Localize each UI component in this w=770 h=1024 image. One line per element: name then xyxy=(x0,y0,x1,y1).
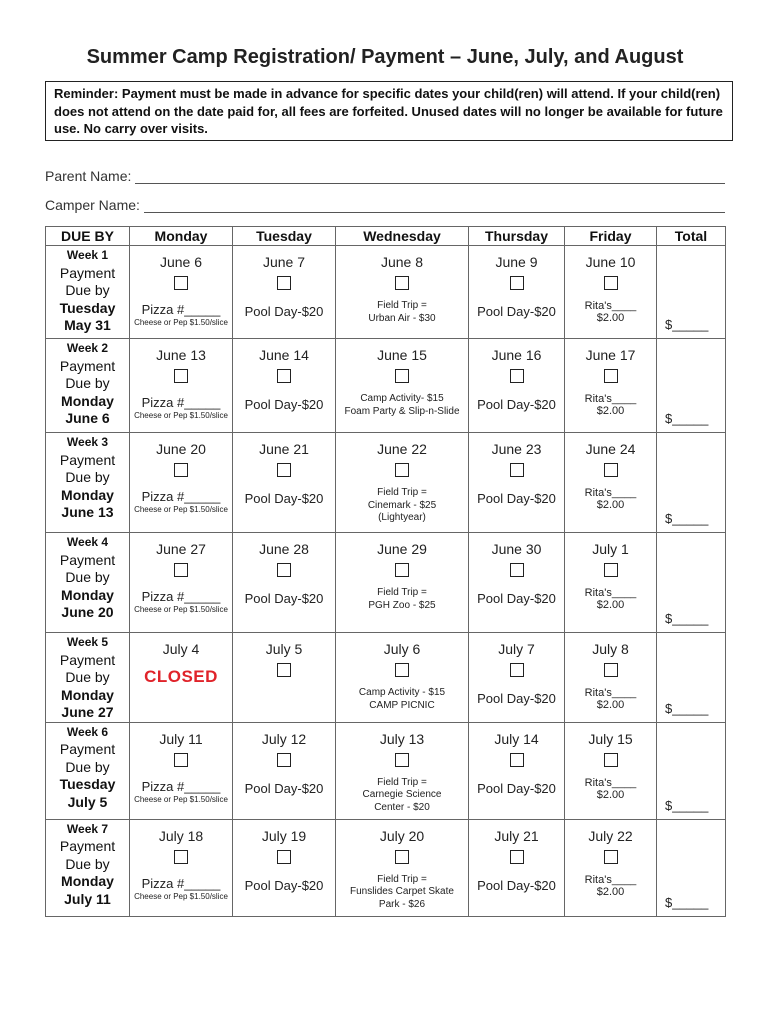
activity-note xyxy=(336,393,468,418)
total-amount[interactable]: $_____ xyxy=(665,317,709,332)
day-checkbox[interactable] xyxy=(395,753,409,767)
monday-cell xyxy=(130,819,233,916)
tuesday-cell xyxy=(233,246,336,339)
parent-name-label: Parent Name: xyxy=(45,168,132,184)
pizza-order[interactable]: Pizza #_____ xyxy=(141,875,221,891)
activity-note xyxy=(336,300,468,325)
day-date: July 11 xyxy=(159,730,203,747)
wednesday-cell xyxy=(336,533,469,633)
activity-line: Funslides Carpet Skate xyxy=(350,886,454,897)
due-by-cell xyxy=(46,633,130,723)
activity-label: Pool Day-$20 xyxy=(244,491,324,506)
wednesday-cell xyxy=(336,722,469,819)
week-row xyxy=(46,633,726,723)
thursday-cell xyxy=(469,339,565,433)
week-row xyxy=(46,433,726,533)
pizza-order[interactable]: Pizza #_____ xyxy=(141,778,221,794)
day-checkbox[interactable] xyxy=(174,753,188,767)
payment-label: Payment xyxy=(59,838,116,854)
activity-label: Pool Day-$20 xyxy=(244,591,324,606)
day-checkbox[interactable] xyxy=(510,563,524,577)
total-amount[interactable]: $_____ xyxy=(665,411,709,426)
activity-line: Foam Party & Slip-n-Slide xyxy=(344,405,460,417)
day-checkbox[interactable] xyxy=(277,276,291,290)
day-checkbox[interactable] xyxy=(174,850,188,864)
monday-cell xyxy=(130,433,233,533)
ritas-label: Rita's____ xyxy=(584,393,637,405)
thursday-cell xyxy=(469,533,565,633)
pizza-price: Cheese or Pep $1.50/slice xyxy=(134,891,228,901)
ritas-price: $2.00 xyxy=(596,699,625,711)
activity-line: Cinemark - $25 xyxy=(367,499,437,511)
pizza-price: Cheese or Pep $1.50/slice xyxy=(134,318,228,327)
day-date: June 29 xyxy=(377,541,427,557)
due-by-cell xyxy=(46,722,130,819)
total-cell[interactable] xyxy=(657,533,726,633)
activity-label: Pool Day-$20 xyxy=(244,304,324,319)
due-date: July 11 xyxy=(64,890,111,907)
due-by-label: Due by xyxy=(65,282,110,298)
day-date: July 12 xyxy=(261,730,307,747)
activity-line: CAMP PICNIC xyxy=(369,699,435,711)
monday-cell xyxy=(130,246,233,339)
activity-line: Camp Activity- $15 xyxy=(360,393,444,404)
day-checkbox[interactable] xyxy=(174,563,188,577)
activity-label: Pool Day-$20 xyxy=(477,304,556,319)
day-date: July 5 xyxy=(265,641,303,657)
total-amount[interactable]: $_____ xyxy=(665,894,709,910)
parent-name-line[interactable] xyxy=(135,171,725,184)
total-amount[interactable]: $_____ xyxy=(665,511,709,526)
week-label: Week 1 xyxy=(66,248,109,262)
activity-line: Field Trip = xyxy=(377,300,427,311)
total-cell[interactable] xyxy=(657,339,726,433)
activity-label: Pool Day-$20 xyxy=(477,491,556,506)
payment-label: Payment xyxy=(59,741,116,757)
activity-label: Pool Day-$20 xyxy=(477,591,556,606)
day-date: June 16 xyxy=(491,347,542,363)
tuesday-cell xyxy=(233,633,336,723)
day-date: July 22 xyxy=(588,827,633,844)
activity-line: Field Trip = xyxy=(377,487,427,498)
day-date: June 10 xyxy=(585,254,636,270)
pizza-order[interactable]: Pizza #_____ xyxy=(141,589,221,604)
due-day: Monday xyxy=(61,392,114,409)
due-day: Monday xyxy=(61,873,114,889)
week-label: Week 4 xyxy=(66,535,109,549)
activity-label: Pool Day-$20 xyxy=(244,877,324,893)
friday-cell xyxy=(565,819,657,916)
friday-cell xyxy=(565,533,657,633)
ritas-price: $2.00 xyxy=(596,885,625,898)
week-row xyxy=(46,246,726,339)
due-date: May 31 xyxy=(64,317,111,333)
day-date: July 21 xyxy=(494,827,539,844)
activity-label: Pool Day-$20 xyxy=(477,691,556,706)
header-total: Total xyxy=(657,227,726,246)
due-day: Monday xyxy=(61,586,114,603)
ritas-price: $2.00 xyxy=(596,599,625,611)
tuesday-cell xyxy=(233,722,336,819)
day-date: July 4 xyxy=(162,641,200,657)
ritas-price: $2.00 xyxy=(596,312,625,324)
due-day: Monday xyxy=(61,686,114,703)
activity-line: Carnegie Science xyxy=(362,789,442,800)
pizza-price: Cheese or Pep $1.50/slice xyxy=(134,794,228,804)
day-checkbox[interactable] xyxy=(604,753,618,767)
day-checkbox[interactable] xyxy=(395,663,409,677)
total-amount[interactable]: $_____ xyxy=(665,611,709,626)
week-label: Week 2 xyxy=(66,341,109,355)
week-label: Week 3 xyxy=(66,435,109,449)
day-checkbox[interactable] xyxy=(510,753,524,767)
day-date: July 18 xyxy=(158,827,204,844)
day-checkbox[interactable] xyxy=(277,753,291,767)
ritas-order[interactable] xyxy=(565,393,656,417)
week-label: Week 6 xyxy=(66,724,109,739)
header-thursday: Thursday xyxy=(469,227,565,246)
day-date: June 27 xyxy=(156,541,206,557)
tuesday-cell xyxy=(233,533,336,633)
day-date: June 8 xyxy=(380,254,424,270)
total-cell[interactable] xyxy=(657,633,726,723)
ritas-label: Rita's____ xyxy=(584,873,637,886)
activity-note xyxy=(336,777,468,815)
day-date: June 28 xyxy=(259,541,309,557)
payment-label: Payment xyxy=(59,551,116,568)
ritas-order[interactable] xyxy=(565,487,656,511)
camper-name-label: Camper Name: xyxy=(45,197,140,213)
total-amount[interactable]: $_____ xyxy=(665,700,709,716)
due-by-label: Due by xyxy=(65,855,110,872)
day-checkbox[interactable] xyxy=(277,463,291,477)
day-date: July 7 xyxy=(498,641,535,657)
due-by-cell xyxy=(46,819,130,916)
header-row xyxy=(46,227,726,246)
activity-line: Center - $20 xyxy=(374,801,430,813)
activity-line: Urban Air - $30 xyxy=(368,312,436,324)
pizza-price: Cheese or Pep $1.50/slice xyxy=(134,411,228,420)
day-date: July 20 xyxy=(379,827,425,844)
day-checkbox[interactable] xyxy=(604,369,618,383)
thursday-cell xyxy=(469,722,565,819)
header-monday: Monday xyxy=(130,227,233,246)
day-date: June 13 xyxy=(156,347,206,363)
due-by-label: Due by xyxy=(65,469,110,485)
wednesday-cell xyxy=(336,246,469,339)
due-by-label: Due by xyxy=(65,375,110,391)
monday-cell xyxy=(130,633,233,723)
activity-line: Field Trip = xyxy=(377,587,427,598)
due-date: June 27 xyxy=(61,704,114,720)
day-date: July 19 xyxy=(261,827,307,844)
monday-cell xyxy=(130,722,233,819)
ritas-label: Rita's____ xyxy=(584,587,637,599)
day-checkbox[interactable] xyxy=(510,369,524,383)
due-day: Tuesday xyxy=(59,776,116,792)
tuesday-cell xyxy=(233,339,336,433)
day-checkbox[interactable] xyxy=(277,850,291,864)
tuesday-cell xyxy=(233,433,336,533)
total-amount[interactable]: $_____ xyxy=(665,797,709,813)
wednesday-cell xyxy=(336,433,469,533)
activity-note xyxy=(336,587,468,612)
day-date: June 22 xyxy=(377,441,427,457)
friday-cell xyxy=(565,246,657,339)
due-by-cell xyxy=(46,433,130,533)
week-row xyxy=(46,339,726,433)
due-date: June 13 xyxy=(61,504,114,520)
payment-label: Payment xyxy=(59,264,116,281)
header-wednesday: Wednesday xyxy=(336,227,469,246)
ritas-label: Rita's____ xyxy=(584,687,637,699)
activity-note xyxy=(336,687,468,712)
day-checkbox[interactable] xyxy=(510,463,524,477)
tuesday-cell xyxy=(233,819,336,916)
activity-line: PGH Zoo - $25 xyxy=(368,599,436,611)
total-cell[interactable] xyxy=(657,819,726,916)
activity-note xyxy=(336,874,468,912)
pizza-price: Cheese or Pep $1.50/slice xyxy=(134,605,228,614)
total-cell[interactable] xyxy=(657,433,726,533)
day-date: June 24 xyxy=(585,441,636,457)
week-label: Week 5 xyxy=(66,635,109,649)
total-cell[interactable] xyxy=(657,246,726,339)
day-checkbox[interactable] xyxy=(174,463,188,477)
day-date: June 21 xyxy=(259,441,309,457)
day-checkbox[interactable] xyxy=(395,850,409,864)
monday-cell xyxy=(130,533,233,633)
due-day: Monday xyxy=(61,486,114,503)
wednesday-cell xyxy=(336,633,469,723)
thursday-cell xyxy=(469,633,565,723)
week-label: Week 7 xyxy=(66,821,109,836)
parent-name-field[interactable] xyxy=(45,168,725,184)
day-date: June 15 xyxy=(377,347,427,363)
closed-label: CLOSED xyxy=(144,667,218,686)
week-row xyxy=(46,722,726,819)
due-day: Tuesday xyxy=(59,299,116,316)
friday-cell xyxy=(565,633,657,723)
day-checkbox[interactable] xyxy=(604,563,618,577)
day-date: June 6 xyxy=(159,254,203,270)
due-by-label: Due by xyxy=(65,569,110,585)
due-date: June 6 xyxy=(65,410,110,426)
schedule-table xyxy=(45,226,726,917)
payment-label: Payment xyxy=(59,451,116,468)
day-checkbox[interactable] xyxy=(277,663,291,677)
day-date: June 23 xyxy=(491,441,542,457)
day-checkbox[interactable] xyxy=(510,850,524,864)
friday-cell xyxy=(565,722,657,819)
day-checkbox[interactable] xyxy=(604,663,618,677)
day-date: July 8 xyxy=(592,641,629,657)
day-date: June 17 xyxy=(585,347,636,363)
activity-label: Pool Day-$20 xyxy=(244,397,324,412)
day-date: July 1 xyxy=(592,541,629,557)
header-friday: Friday xyxy=(565,227,657,246)
due-by-cell xyxy=(46,339,130,433)
day-checkbox[interactable] xyxy=(510,276,524,290)
activity-label: Pool Day-$20 xyxy=(477,780,556,796)
day-checkbox[interactable] xyxy=(395,563,409,577)
monday-cell xyxy=(130,339,233,433)
thursday-cell xyxy=(469,433,565,533)
day-date: June 9 xyxy=(495,254,538,270)
total-cell[interactable] xyxy=(657,722,726,819)
day-checkbox[interactable] xyxy=(510,663,524,677)
ritas-order[interactable] xyxy=(565,587,656,611)
due-date: June 20 xyxy=(61,604,114,620)
day-checkbox[interactable] xyxy=(174,369,188,383)
activity-label: Pool Day-$20 xyxy=(477,397,556,412)
day-checkbox[interactable] xyxy=(604,850,618,864)
due-by-label: Due by xyxy=(65,669,110,685)
reminder-box: Reminder: Payment must be made in advance for specific dates your child(ren) will attend. If your child(ren) does not attend on the date paid for, all fees are forfeited. Unused dates will no longer be available for future use. No carry over visits. xyxy=(45,81,733,141)
activity-line: Camp Activity - $15 xyxy=(358,687,446,698)
day-date: July 13 xyxy=(379,730,425,747)
payment-label: Payment xyxy=(59,357,116,374)
week-row xyxy=(46,819,726,916)
activity-line: Field Trip = xyxy=(377,776,427,788)
due-by-cell xyxy=(46,246,130,339)
ritas-order[interactable] xyxy=(565,687,656,711)
day-checkbox[interactable] xyxy=(277,369,291,383)
day-checkbox[interactable] xyxy=(604,463,618,477)
camper-name-field[interactable] xyxy=(45,197,725,213)
due-by-label: Due by xyxy=(65,758,110,775)
day-checkbox[interactable] xyxy=(395,369,409,383)
ritas-price: $2.00 xyxy=(596,788,625,801)
activity-line: (Lightyear) xyxy=(378,512,426,523)
ritas-order[interactable] xyxy=(565,874,656,898)
due-date: July 5 xyxy=(67,793,108,810)
camper-name-line[interactable] xyxy=(144,200,725,213)
header-due-by: DUE BY xyxy=(46,227,130,246)
day-date: June 30 xyxy=(491,541,542,557)
day-date: July 14 xyxy=(494,730,539,747)
ritas-price: $2.00 xyxy=(596,499,625,511)
day-checkbox[interactable] xyxy=(395,463,409,477)
day-checkbox[interactable] xyxy=(277,563,291,577)
due-by-cell xyxy=(46,533,130,633)
activity-label: Pool Day-$20 xyxy=(477,877,556,893)
ritas-order[interactable] xyxy=(565,777,656,801)
activity-line: Park - $26 xyxy=(378,898,426,910)
activity-label: Pool Day-$20 xyxy=(244,780,324,796)
friday-cell xyxy=(565,339,657,433)
day-checkbox[interactable] xyxy=(604,276,618,290)
ritas-order[interactable] xyxy=(565,300,656,324)
pizza-order[interactable]: Pizza #_____ xyxy=(141,302,221,317)
ritas-price: $2.00 xyxy=(596,405,625,417)
activity-line: Field Trip = xyxy=(377,873,427,885)
wednesday-cell xyxy=(336,339,469,433)
day-date: July 6 xyxy=(383,641,421,657)
pizza-order[interactable]: Pizza #_____ xyxy=(141,395,221,410)
ritas-label: Rita's____ xyxy=(584,300,637,312)
page-title: Summer Camp Registration/ Payment – June, July, and August xyxy=(86,46,684,68)
day-date: June 7 xyxy=(262,254,306,270)
day-date: June 14 xyxy=(259,347,309,363)
activity-note xyxy=(336,487,468,525)
header-tuesday: Tuesday xyxy=(233,227,336,246)
day-checkbox[interactable] xyxy=(174,276,188,290)
ritas-label: Rita's____ xyxy=(584,776,637,789)
week-row xyxy=(46,533,726,633)
payment-label: Payment xyxy=(59,651,116,668)
thursday-cell xyxy=(469,246,565,339)
pizza-price: Cheese or Pep $1.50/slice xyxy=(134,505,228,514)
ritas-label: Rita's____ xyxy=(584,487,637,499)
pizza-order[interactable]: Pizza #_____ xyxy=(141,489,221,504)
wednesday-cell xyxy=(336,819,469,916)
day-date: July 15 xyxy=(588,730,633,747)
friday-cell xyxy=(565,433,657,533)
day-date: June 20 xyxy=(156,441,206,457)
thursday-cell xyxy=(469,819,565,916)
day-checkbox[interactable] xyxy=(395,276,409,290)
